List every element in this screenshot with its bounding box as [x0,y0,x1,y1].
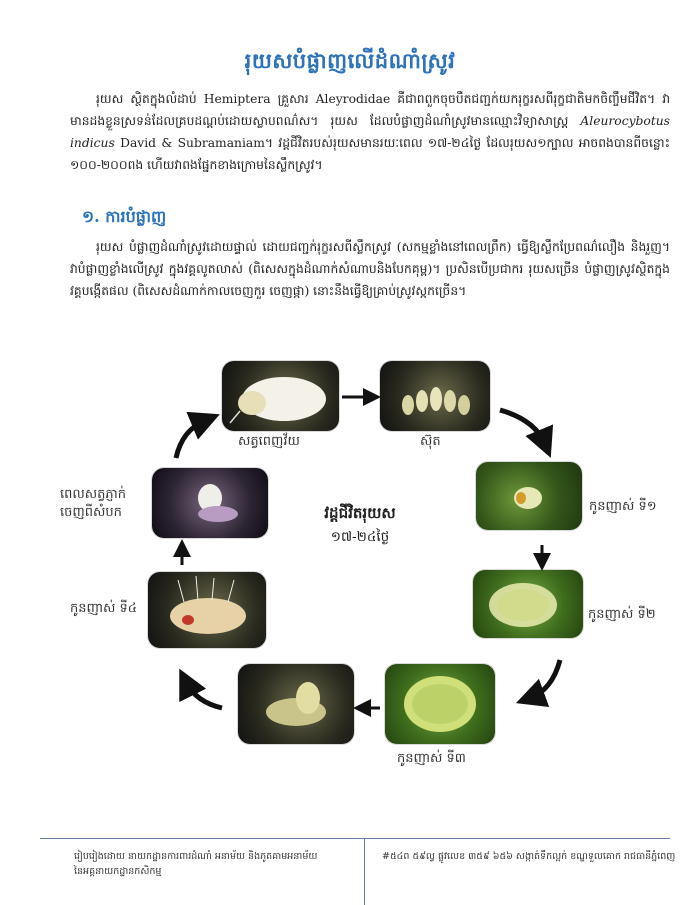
caption-emergence-line2: ចេញពីសំបក [60,505,122,520]
arrow-adult-emergence-to-adult [176,420,206,458]
footer-address: #៥៤ព ៥៩ល្វ ផ្លូវលេខ ៣៥៩ ៦៥៦ សង្កាត់ទឹកល្អក់ ខណ្ឌទួលគោក រាជធានីភ្នំពេញ [382,851,676,862]
footer-vertical-divider [364,838,365,905]
caption-nymph1: កូនញាស់ ទី១ [589,499,657,514]
caption-nymph3: កូនញាស់ ទី៣ [397,751,466,766]
caption-nymph2: កូនញាស់ ទី២ [588,607,656,622]
scientific-name: Aleurocybotus indicus [70,114,670,150]
arrow-nymph2-to-nymph3 [530,660,560,698]
caption-egg: ស៊ុត [420,434,441,449]
footer-author-line1: រៀបរៀងដោយ នាយកដ្ឋានការពារដំណាំ អនាម័យ និងភូតគាមអនាម័យ [74,851,318,862]
footer-author [74,849,359,879]
intro-text-part2: David & Subramaniam។ វដ្តជីវិតរបស់រុយសមានរយៈពេល ១៧-២៤ថ្ងៃ ដែលរុយស១ក្បាល អាចពងបានពីចន្លោះ ១០០-២០០ពង ហើយវាពងផ្នែកខាងក្រោមនៃស្លឹកស្រូវ។ [70,136,670,172]
footer-author-line2: នៃអគ្គនាយកដ្ឋានកសិកម្ម [74,866,162,877]
intro-text-part1: រុយស ស្ថិតក្នុងលំដាប់ Hemiptera គ្រួសារ Aleyrodidae គឺជាពពួកចុចបឺតជញ្ជក់យករុក្ខរសពីរុក្ខជាតិមកចិញ្ចឹមជីវិត។ វាមានដងខ្លួនស្រទន់ដែលគ្របដណ្តប់ដោយស្លាបពណ៌ស។ រុយស ដែលបំផ្លាញដំណាំស្រូវមានឈ្មោះវិទ្យាសាស្រ្ត [70,92,670,128]
lifecycle-duration: ១៧-២៤ថ្ងៃ [330,529,390,545]
caption-nymph4: កូនញាស់ ទី៤ [70,601,137,616]
damage-text: រុយស បំផ្លាញដំណាំស្រូវដោយផ្ទាល់ ដោយជញ្ជក់រុក្ខរសពីស្លឹកស្រូវ (សកម្មខ្លាំងនៅពេលព្រឹក) ធ្វើឱ្យស្លឹកប្រែពណ៌លឿង និងរួញ។ វាបំផ្លាញខ្លាំងលើស្រូវ ក្នុងវគ្គលូតលាស់ (ពិសេសក្នុងដំណាក់សំណាបនិងបែកគុម្ព)។ ប្រសិនបើប្រជាករ រុយសច្រើន បំផ្លាញស្រូវស្ថិតក្នុងវគ្គបង្កើតផល (ពិសេសដំណាក់កាលចេញកួរ ចេញផ្កា) នោះនឹងធ្វើឱ្យគ្រាប់ស្រូវស្កកច្រើន។ [70,240,670,298]
section-heading-damage: ១. ការបំផ្លាញ [82,207,167,226]
lifecycle-title: វដ្តជីវិតរុយស [324,504,396,522]
arrow-egg-to-nymph1 [500,410,545,444]
page-title: រុយសបំផ្លាញលើដំណាំស្រូវ [244,48,456,73]
caption-adult: សត្វពេញវ័យ [238,434,300,449]
footer-divider [40,838,670,839]
caption-emergence-line1: ពេលសត្វភ្ញាក់ [60,487,127,502]
arrow-emerging-to-nymph4 [186,682,222,708]
